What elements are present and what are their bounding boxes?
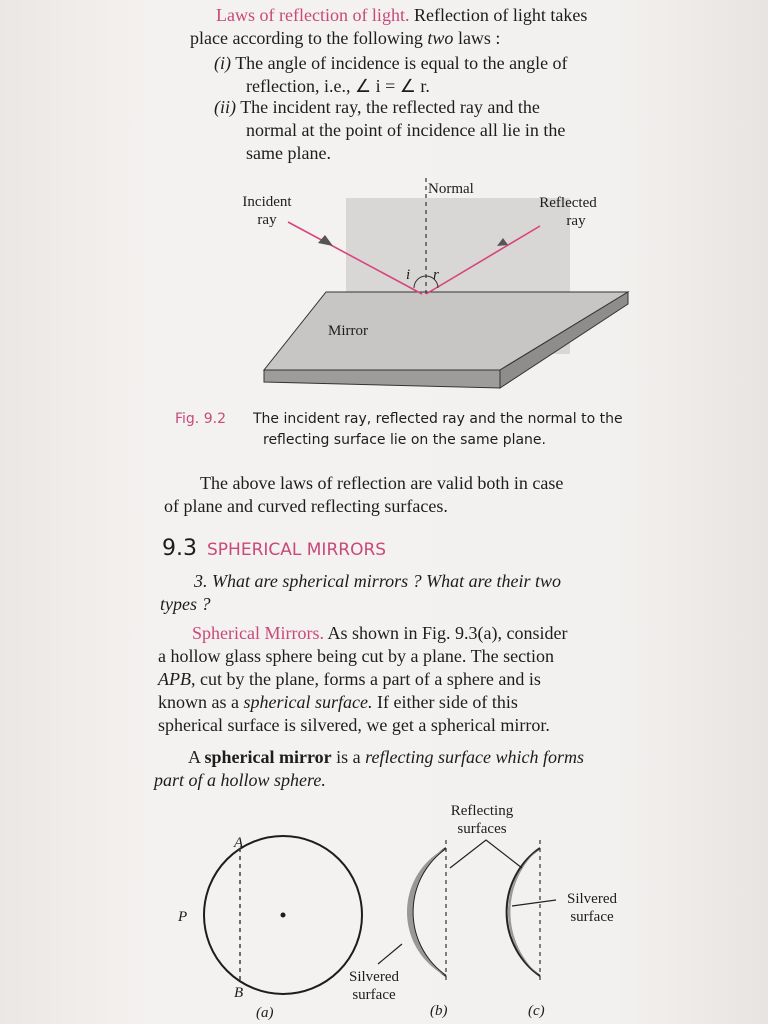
law2-line3: same plane.: [246, 143, 331, 163]
silvered-surface-label-b: [336, 968, 412, 1004]
incident-label-2: ray: [257, 212, 277, 228]
reflecting-label-1: Reflecting: [450, 803, 514, 819]
law2-marker: (ii): [214, 97, 236, 117]
label-b: (b): [430, 1003, 448, 1019]
laws-intro-tail: Reflection of light takes: [409, 5, 588, 25]
normal-label: Normal: [428, 181, 474, 197]
silvered-c-2: surface: [570, 909, 614, 925]
def-a: A: [188, 747, 205, 767]
def-line2: part of a hollow sphere.: [154, 770, 326, 790]
law2-line1: The incident ray, the reflected ray and the: [240, 97, 540, 117]
answer-line5: spherical surface is silvered, we get a spherical mirror.: [158, 715, 550, 735]
silvered-pointer-left: [378, 944, 402, 964]
law1-line1: The angle of incidence is equal to the angle of: [235, 53, 568, 73]
answer-term: Spherical Mirrors.: [192, 623, 324, 643]
answer-line4a: known as a: [158, 692, 244, 712]
reflected-label-1: Reflected: [539, 195, 597, 211]
angle-i-label: i: [406, 267, 411, 283]
reflecting-surfaces-label: [434, 802, 530, 838]
answer-line1: As shown in Fig. 9.3(a), consider: [323, 623, 568, 643]
sphere-center: [281, 913, 286, 918]
caption-line1: The incident ray, reflected ray and the normal to the: [253, 411, 623, 427]
question-line1: 3. What are spherical mirrors ? What are their two: [194, 571, 561, 591]
silvered-b-2: surface: [352, 987, 396, 1003]
laws-intro-end: laws :: [453, 28, 501, 48]
law1-marker: (i): [214, 53, 231, 73]
reflecting-label-2: surfaces: [457, 821, 507, 837]
section-title: SPHERICAL MIRRORS: [207, 540, 387, 560]
para-line2: of plane and curved reflecting surfaces.: [164, 496, 448, 516]
law1-line2: reflection, i.e., ∠ i = ∠ r.: [246, 76, 430, 96]
silvered-b-1: Silvered: [349, 969, 399, 985]
point-b-label: B: [234, 985, 244, 1001]
caption-number: Fig. 9.2: [175, 411, 226, 427]
def-term: spherical mirror: [204, 747, 332, 767]
mirror-label: Mirror: [328, 323, 368, 339]
angle-r-label: r: [433, 267, 439, 283]
laws-heading: Laws of reflection of light.: [216, 5, 410, 25]
answer-line2: a hollow glass sphere being cut by a plane. The section: [158, 646, 555, 666]
answer-apb: APB: [158, 669, 191, 689]
question-line2: types ?: [160, 594, 211, 614]
law2-line2: normal at the point of incidence all lie in the: [246, 120, 566, 140]
mirror-c-silvered: [508, 848, 540, 976]
answer-line4c: If either side of this: [372, 692, 518, 712]
silvered-pointer-right: [512, 900, 556, 906]
reflected-label-2: ray: [566, 213, 586, 229]
def-d: reflecting surface which forms: [365, 747, 584, 767]
reflecting-pointer-lines: [450, 840, 522, 868]
silvered-c-1: Silvered: [567, 891, 617, 907]
silvered-surface-label-c: [556, 890, 628, 926]
label-a: (a): [256, 1005, 274, 1021]
para-line1: The above laws of reflection are valid both in case: [200, 473, 564, 493]
laws-intro-two: two: [427, 28, 454, 48]
label-c: (c): [528, 1003, 545, 1019]
section-number: 9.3: [162, 536, 197, 561]
laws-intro-line2: place according to the following: [190, 28, 428, 48]
caption-line2: reflecting surface lie on the same plane.: [263, 432, 546, 448]
answer-spherical-surface: spherical surface.: [243, 692, 373, 712]
mirror-b-reflecting: [413, 848, 446, 976]
point-p-label: P: [178, 909, 188, 925]
answer-line3: , cut by the plane, forms a part of a sphere and is: [191, 669, 541, 689]
incident-label-1: Incident: [242, 194, 292, 210]
point-a-label: A: [234, 835, 244, 851]
def-c: is a: [331, 747, 366, 767]
